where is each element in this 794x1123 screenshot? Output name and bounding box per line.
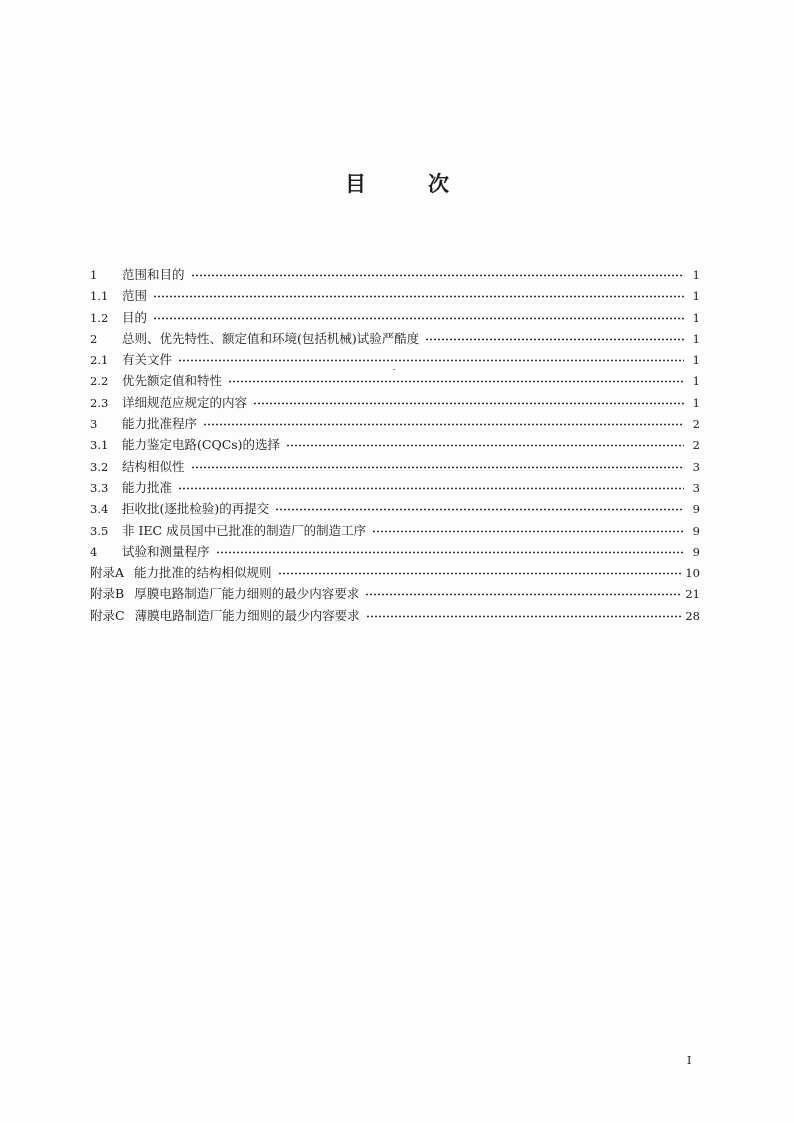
toc-entry[interactable]: [90, 541, 700, 562]
toc-entry-number: 1.2: [90, 310, 109, 325]
toc-entry-page: 1: [692, 353, 700, 368]
dot-leader: [365, 588, 681, 598]
toc-entry[interactable]: [90, 307, 700, 328]
toc-entry-number: 2: [90, 331, 98, 346]
toc-entry-title: 拒收批(逐批检验)的再提交: [122, 501, 270, 517]
toc-entry-number: 附录A: [90, 565, 125, 581]
toc-entry-title: 详细规范应规定的内容: [122, 394, 248, 410]
dot-leader: [253, 397, 684, 407]
toc-entry-page: 2: [692, 417, 700, 432]
toc-entry[interactable]: [90, 583, 700, 604]
toc-entry[interactable]: [90, 349, 700, 370]
title-char-1: 目: [345, 172, 366, 196]
toc-entry-page: 1: [692, 289, 700, 304]
toc-entry-title: 能力批准的结构相似规则: [134, 565, 272, 581]
toc-entry-number: 3.3: [90, 480, 109, 495]
dot-leader: [372, 525, 684, 535]
dot-leader: [275, 503, 684, 513]
dot-leader: [153, 290, 684, 300]
dot-leader: [153, 312, 684, 322]
dot-leader: [203, 418, 684, 428]
toc-entry-title: 结构相似性: [122, 458, 185, 474]
toc-entry-page: 9: [692, 523, 700, 538]
toc-entry-title: 总则、优先特性、额定值和环境(包括机械)试验严酷度: [122, 330, 420, 346]
toc-entry-page: 9: [692, 544, 700, 559]
toc-entry-title: 薄膜电路制造厂能力细则的最少内容要求: [134, 607, 360, 623]
toc-entry-title: 试验和测量程序: [122, 543, 210, 559]
dot-leader: [216, 546, 684, 556]
toc-entry[interactable]: [90, 392, 700, 413]
toc-entry-number: 3.5: [90, 523, 109, 538]
dot-leader: [191, 269, 684, 279]
toc-entry-page: 1: [692, 374, 700, 389]
toc-entry-number: 2.3: [90, 395, 109, 410]
toc-entry-page: 2: [692, 438, 700, 453]
table-of-contents: [90, 264, 700, 626]
dot-leader: [178, 354, 684, 364]
toc-entry-number: 3.1: [90, 438, 109, 453]
toc-entry-page: 1: [692, 331, 700, 346]
dot-leader: [278, 567, 682, 577]
toc-entry-title: 能力批准: [122, 479, 173, 495]
toc-entry[interactable]: [90, 370, 700, 391]
toc-entry-number: 3.4: [90, 502, 109, 517]
toc-entry-page: 1: [692, 268, 700, 282]
toc-entry-title: 能力批准程序: [122, 416, 198, 432]
toc-entry[interactable]: [90, 285, 700, 306]
scan-speck: [393, 369, 395, 370]
toc-entry-number: 2.1: [90, 353, 109, 368]
toc-entry[interactable]: [90, 498, 700, 519]
toc-entry[interactable]: [90, 328, 700, 349]
title-char-2: 次: [428, 172, 449, 196]
toc-entry-page: 3: [692, 459, 700, 474]
dot-leader: [191, 461, 684, 471]
toc-entry[interactable]: [90, 605, 700, 626]
dot-leader: [228, 375, 684, 385]
toc-entry-number: 3.2: [90, 459, 109, 474]
toc-entry-page: 10: [685, 566, 700, 581]
toc-entry-title: 优先额定值和特性: [122, 373, 223, 389]
toc-entry-title: 有关文件: [122, 352, 173, 368]
toc-entry[interactable]: [90, 562, 700, 583]
dot-leader: [425, 333, 684, 343]
toc-entry[interactable]: [90, 456, 700, 477]
toc-entry[interactable]: [90, 413, 700, 434]
toc-entry-number: 4: [90, 544, 98, 559]
toc-entry-page: 9: [692, 502, 700, 517]
toc-entry-number: 附录B: [90, 586, 125, 602]
toc-entry-page: 1: [692, 310, 700, 325]
toc-entry[interactable]: [90, 264, 700, 285]
toc-entry[interactable]: [90, 520, 700, 541]
toc-entry-number: 附录C: [90, 607, 125, 623]
toc-entry-number: 2.2: [90, 374, 109, 389]
toc-entry-page: 28: [685, 608, 700, 623]
toc-entry-page: 3: [692, 480, 700, 495]
toc-entry-page: 21: [685, 587, 700, 602]
toc-entry-number: 3: [90, 417, 98, 432]
toc-entry-page: 1: [692, 395, 700, 410]
dot-leader: [366, 610, 682, 620]
toc-entry[interactable]: [90, 434, 700, 455]
toc-entry-title: 非 IEC 成员国中已批准的制造厂的制造工序: [122, 522, 367, 538]
toc-entry-title: 厚膜电路制造厂能力细则的最少内容要求: [134, 586, 360, 602]
page-title: [0, 168, 794, 198]
page-number: I: [687, 1054, 692, 1067]
toc-entry-title: 能力鉴定电路(CQCs)的选择: [122, 437, 281, 453]
toc-entry[interactable]: [90, 477, 700, 498]
toc-entry-title: 范围: [122, 288, 148, 304]
toc-entry-number: 1.1: [90, 289, 109, 304]
toc-entry-title: 范围和目的: [122, 267, 185, 282]
dot-leader: [178, 482, 684, 492]
toc-entry-title: 目的: [122, 309, 148, 325]
toc-entry-number: 1: [90, 268, 98, 282]
dot-leader: [286, 439, 684, 449]
